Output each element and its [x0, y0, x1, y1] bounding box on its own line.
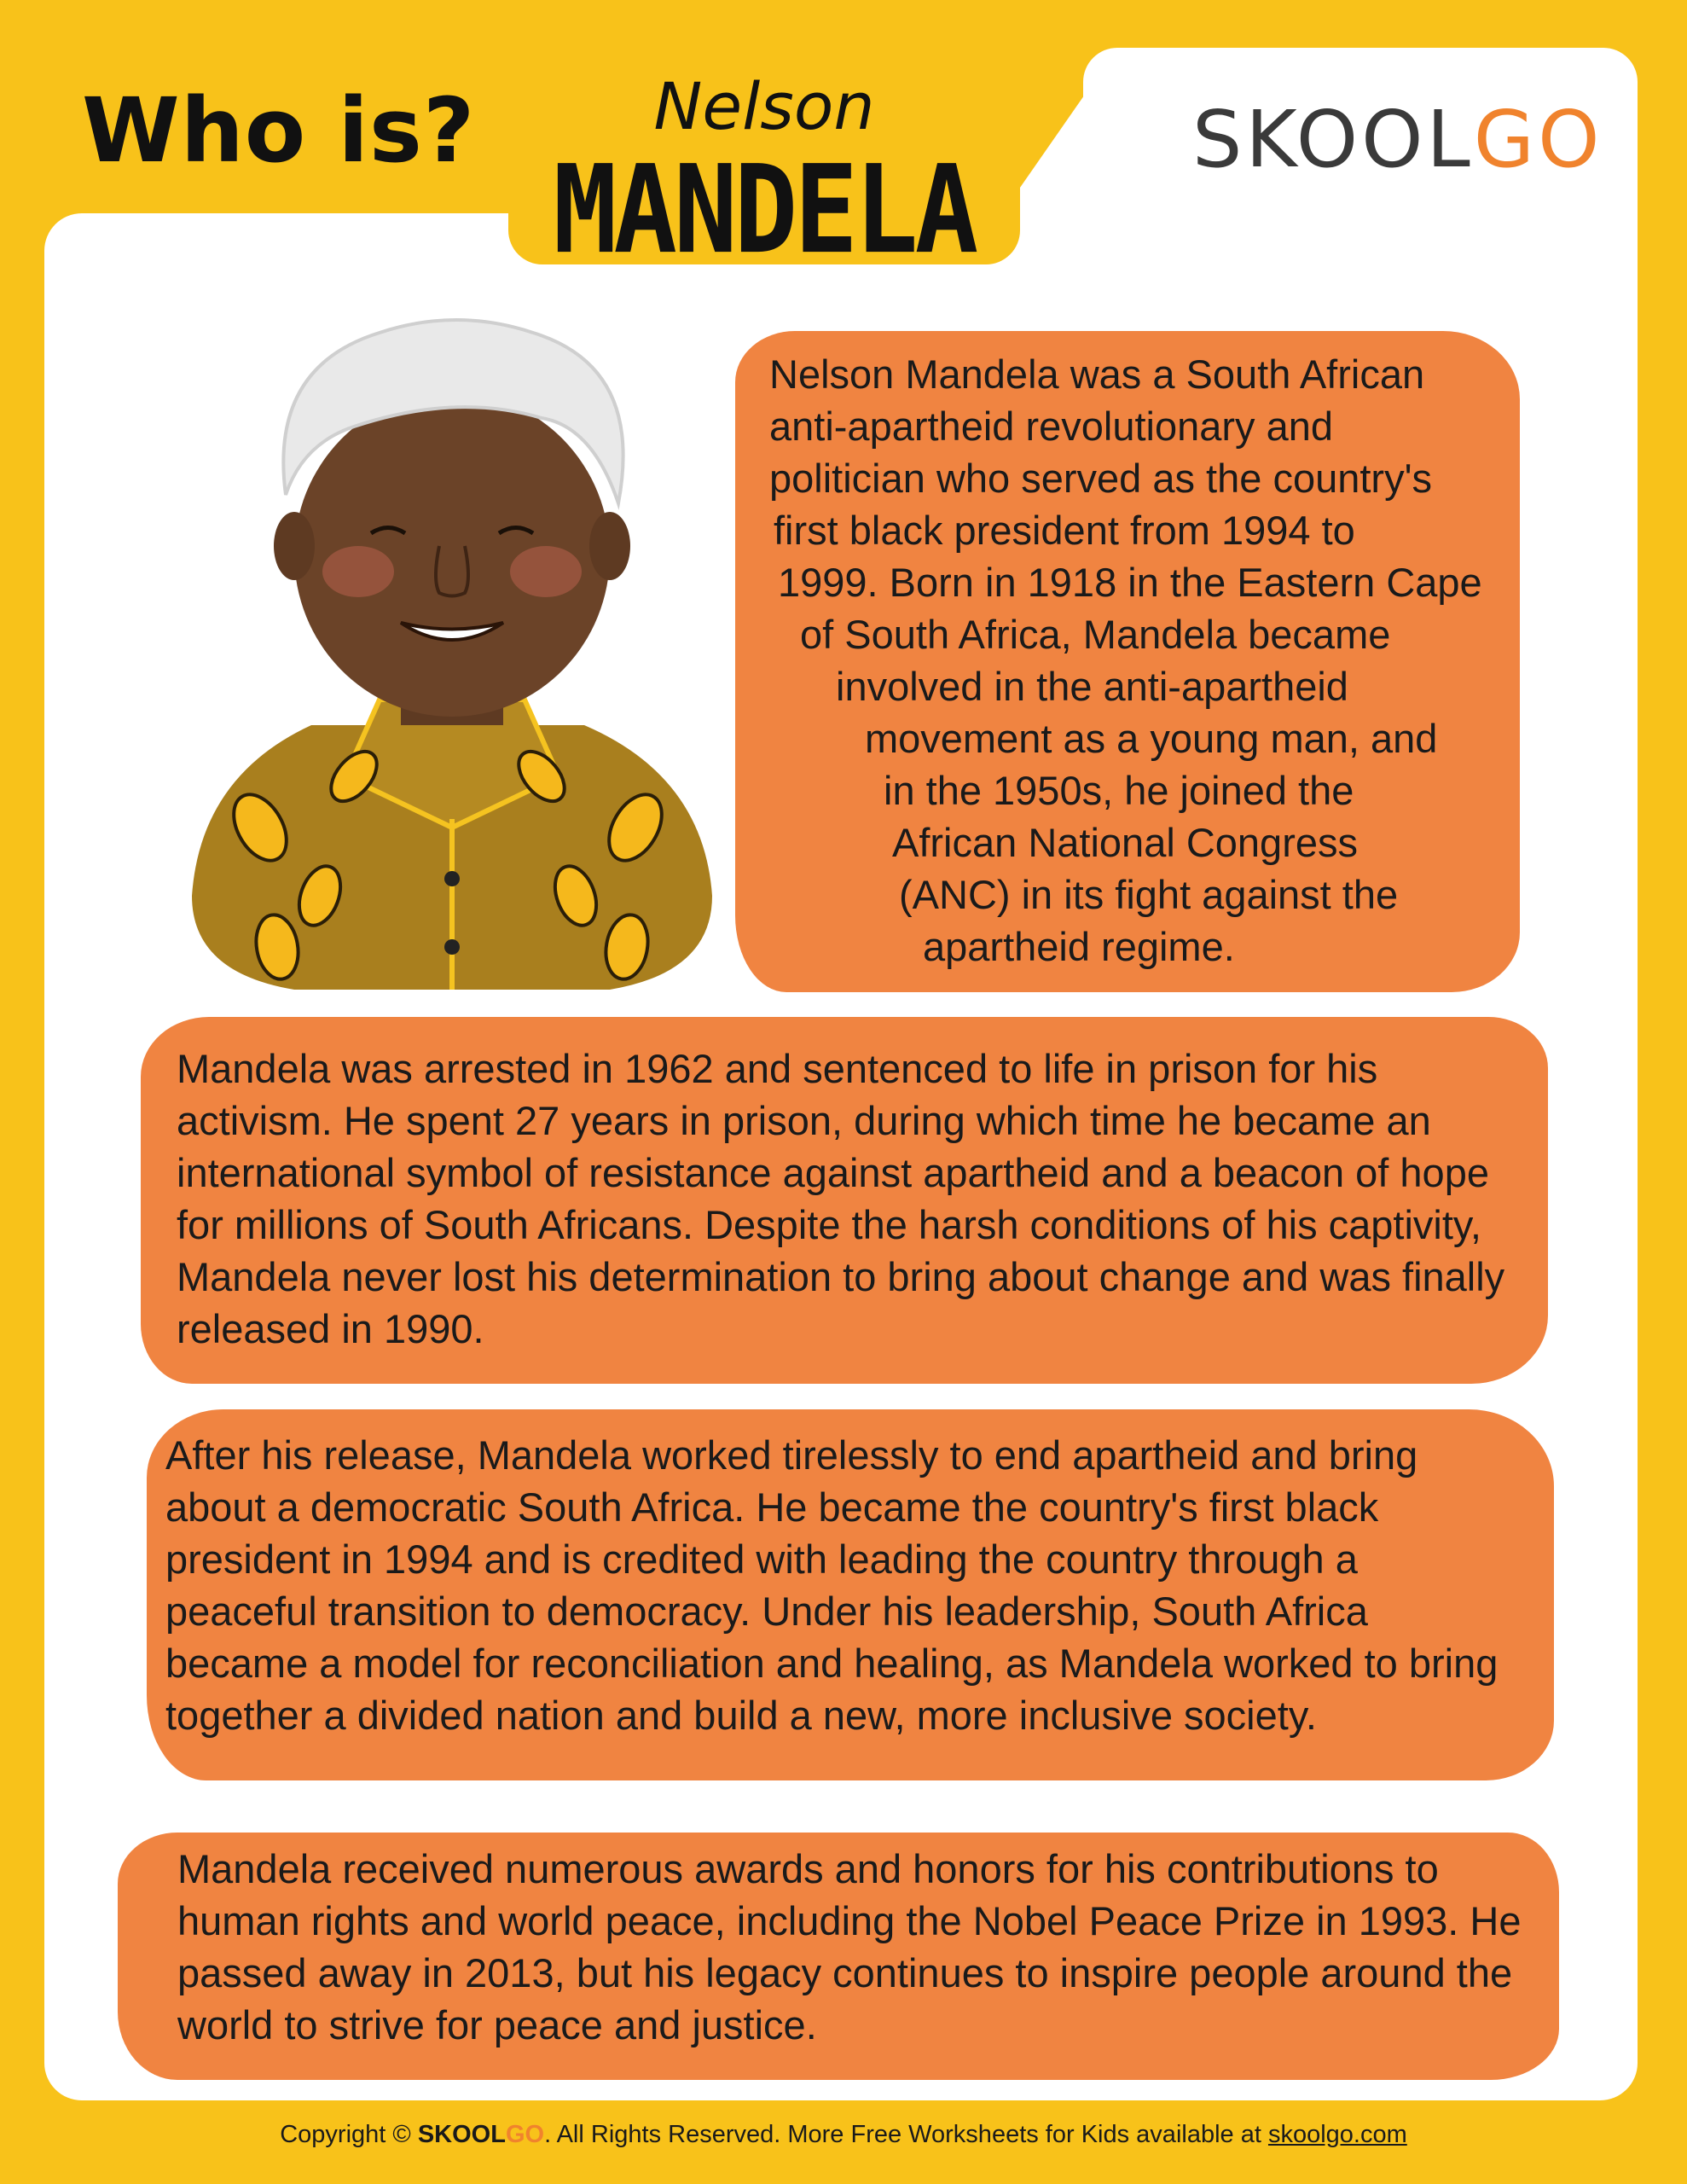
intro-line: movement as a young man, and — [865, 716, 1438, 761]
intro-line: first black president from 1994 to — [774, 508, 1355, 553]
copyright-footer — [0, 2121, 1687, 2149]
intro-line: in the 1950s, he joined the — [884, 768, 1354, 813]
name-tab — [508, 51, 1020, 282]
footer-brand-skool: SKOOL — [417, 2121, 506, 2148]
legacy-bubble: Mandela received numerous awards and honors for his contributions to human rights and world peace, including the Nobel Peace Prize in 1993. He passed away in 2013, but his legacy continues to inspire people around the world to strive for peace and justice. — [118, 1833, 1559, 2080]
who-is-heading: Who is? — [82, 78, 476, 183]
intro-line: politician who served as the country's — [769, 456, 1433, 501]
intro-line: involved in the anti-apartheid — [836, 664, 1348, 709]
copyright-suffix: . All Rights Reserved. More Free Worksheets for Kids available at — [544, 2121, 1268, 2148]
mandela-portrait-illustration — [183, 299, 721, 998]
intro-line: (ANC) in its fight against the — [899, 872, 1399, 917]
intro-line: of South Africa, Mandela became — [800, 612, 1391, 657]
intro-line: Nelson Mandela was a South African — [769, 351, 1425, 397]
footer-link[interactable]: skoolgo.com — [1267, 2121, 1407, 2148]
skoolgo-logo[interactable] — [1192, 94, 1603, 185]
copyright-prefix: Copyright © — [280, 2121, 418, 2148]
presidency-bubble: After his release, Mandela worked tirelessly to end apartheid and bring about a democratic South Africa. He became the country's first black president in 1994 and is credited with leading the country through a peaceful transition to democracy. Under his leadership, South Africa became a model for reconciliation and healing, as Mandela worked to bring together a divided nation and build a new, more inclusive society. — [147, 1409, 1554, 1780]
last-name: MANDELA — [553, 140, 976, 282]
logo-part-go: GO — [1473, 94, 1603, 185]
first-name: Nelson — [653, 68, 875, 144]
logo-part-skool: SKOOL — [1192, 94, 1474, 185]
intro-line: apartheid regime. — [923, 924, 1235, 969]
prison-bubble: Mandela was arrested in 1962 and sentenced to life in prison for his activism. He spent 27 years in prison, during which time he became an international symbol of resistance against apartheid and a beacon of hope for millions of South Africans. Despite the harsh conditions of his captivity, Mandela never lost his determination to bring about change and was finally released in 1990. — [141, 1017, 1548, 1384]
intro-line: 1999. Born in 1918 in the Eastern Cape — [778, 560, 1482, 605]
intro-bubble — [735, 331, 1520, 992]
intro-line: African National Congress — [892, 820, 1358, 865]
footer-brand-go: GO — [505, 2121, 545, 2148]
intro-line: anti-apartheid revolutionary and — [769, 404, 1334, 449]
